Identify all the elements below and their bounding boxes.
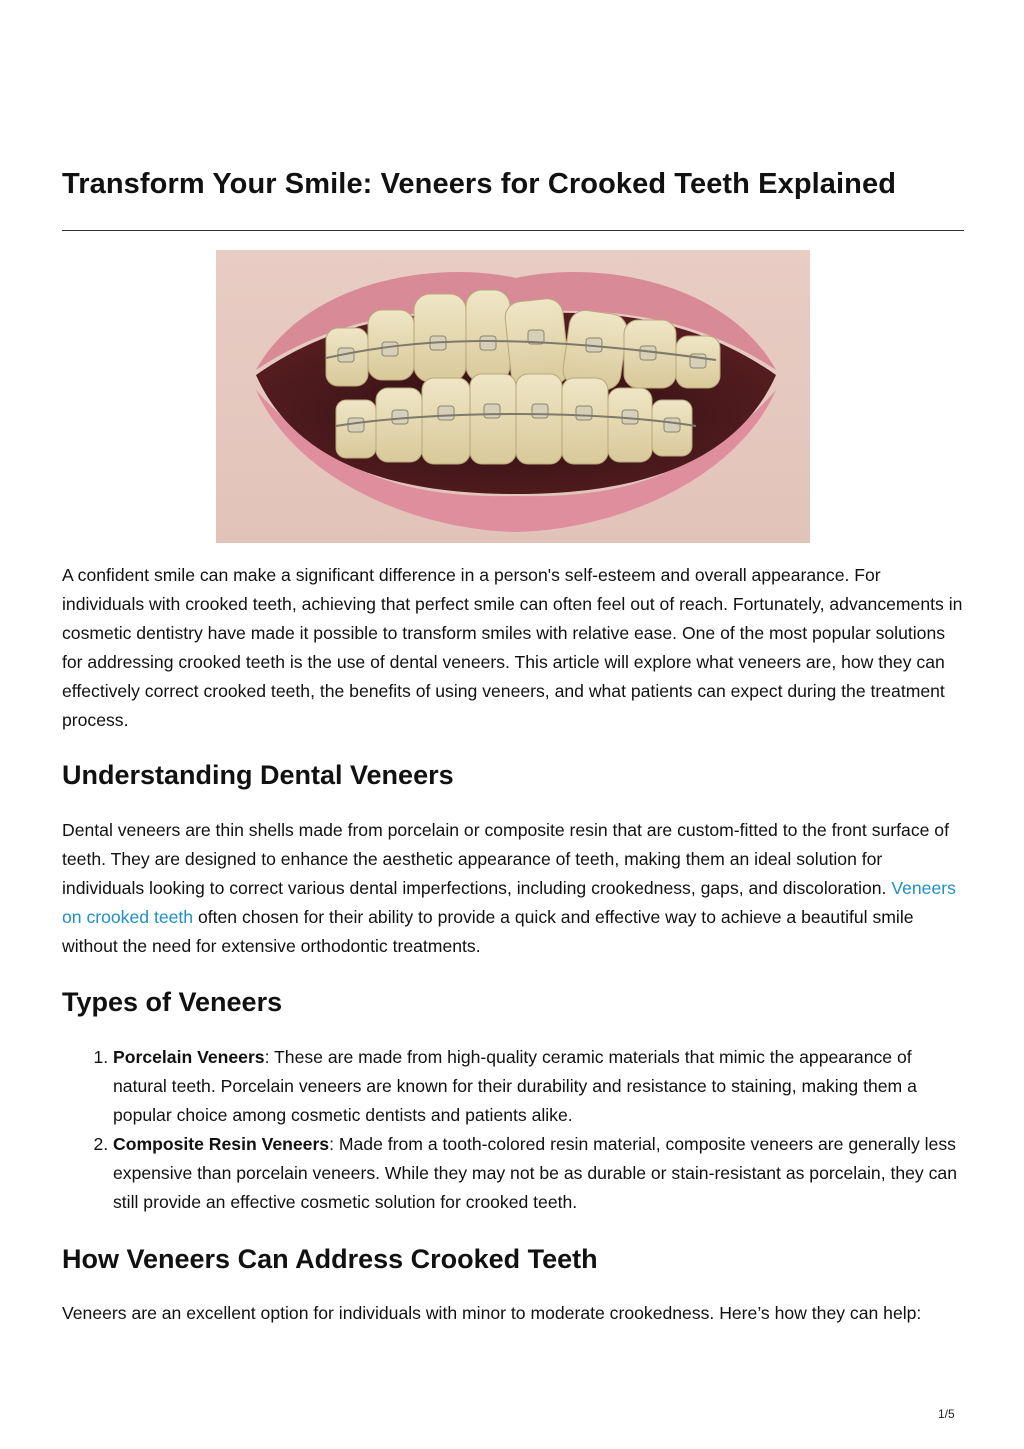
section-heading-address: How Veneers Can Address Crooked Teeth	[62, 1244, 598, 1274]
address-paragraph: Veneers are an excellent option for individuals with minor to moderate crookedness. Here’s how they can help:	[62, 1303, 922, 1323]
veneers-text-after-link: often chosen for their ability to provide a quick and effective way to achieve a beautiful smile without the need for extensive orthodontic treatments.	[62, 907, 914, 956]
list-item-term: Composite Resin Veneers	[113, 1134, 330, 1154]
list-item	[113, 1130, 964, 1217]
hero-image	[216, 250, 810, 543]
title-divider	[62, 230, 964, 231]
crooked-teeth-braces-icon	[216, 250, 810, 543]
page-number: 1/5	[938, 1407, 955, 1421]
list-item	[113, 1043, 964, 1130]
veneer-types-list	[62, 1043, 964, 1217]
list-item-desc: : Made from a tooth-colored resin material, composite veneers are generally less expensive than porcelain veneers. While they may not be as durable or stain-resistant as porcelain, they can still provide an effective cosmetic solution for crooked teeth.	[113, 1134, 957, 1212]
veneers-crooked-teeth-link[interactable]: Veneers on crooked teeth	[62, 878, 956, 927]
intro-paragraph: A confident smile can make a significant difference in a person's self-esteem and overall appearance. For individuals with crooked teeth, achieving that perfect smile can often feel out of reach. Fortunately, advancements in cosmetic dentistry have made it possible to transform smiles with relative ease. One of the most popular solutions for addressing crooked teeth is the use of dental veneers. This article will explore what veneers are, how they can effectively correct crooked teeth, the benefits of using veneers, and what patients can expect during the treatment process.	[62, 565, 963, 730]
veneers-text-before-link: Dental veneers are thin shells made from porcelain or composite resin that are custom-fitted to the front surface of teeth. They are designed to enhance the aesthetic appearance of teeth, making them an ideal solution for individuals looking to correct various dental imperfections, including crookedness, gaps, and discoloration.	[62, 820, 949, 898]
page-title: Transform Your Smile: Veneers for Crooked Teeth Explained	[62, 168, 897, 200]
list-item-desc: : These are made from high-quality ceramic materials that mimic the appearance of natural teeth. Porcelain veneers are known for their durability and resistance to staining, making them a popular choice among cosmetic dentists and patients alike.	[113, 1047, 917, 1125]
veneers-paragraph	[62, 816, 964, 961]
section-heading-types: Types of Veneers	[62, 987, 283, 1017]
list-item-term: Porcelain Veneers	[113, 1047, 265, 1067]
section-heading-understanding: Understanding Dental Veneers	[62, 760, 454, 790]
